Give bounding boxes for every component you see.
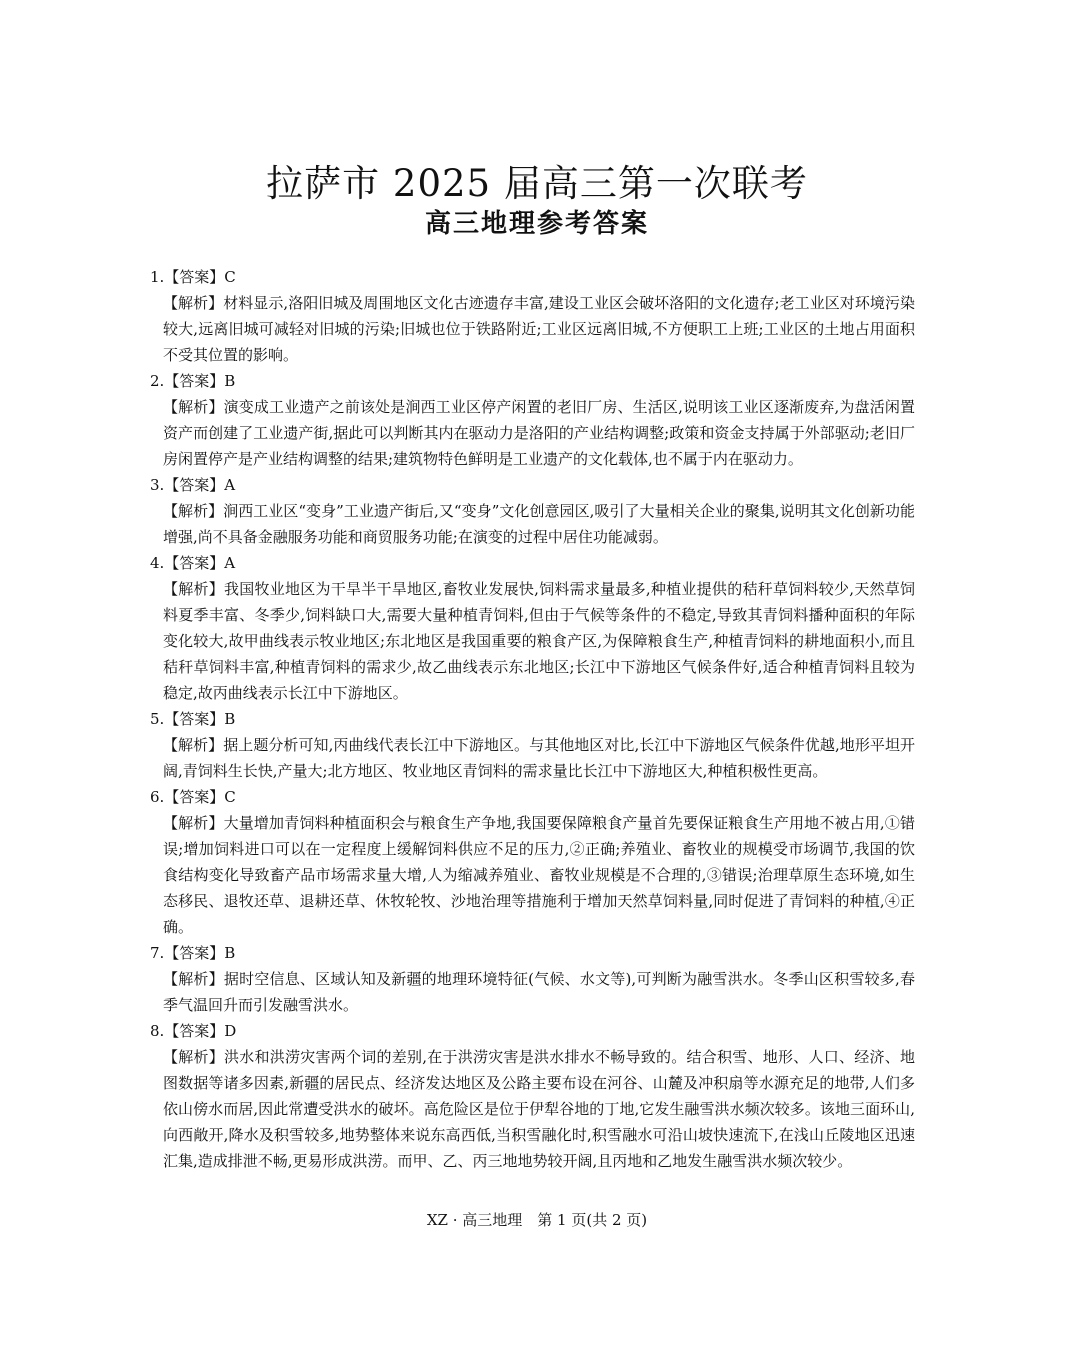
answer-item-8: [150, 1018, 915, 1174]
answer-item-4: [150, 550, 915, 706]
analysis-text: 【解析】大量增加青饲料种植面积会与粮食生产争地,我国要保障粮食产量首先要保证粮食生产用地不被占用,①错误;增加饲料进口可以在一定程度上缓解饲料供应不足的压力,②正确;养殖业、畜牧业的规模受市场调节,我国的饮食结构变化导致畜产品市场需求量大增,人为缩减养殖业、畜牧业规模是不合理的,③错误;治理草原生态环境,如生态移民、退牧还草、退耕还草、休牧轮牧、沙地治理等措施利于增加天然草饲料量,同时促进了青饲料的种植,④正确。: [163, 814, 915, 936]
document-subtitle: 高三地理参考答案: [424, 209, 649, 239]
analysis-text: 【解析】据上题分析可知,丙曲线代表长江中下游地区。与其他地区对比,长江中下游地区气候条件优越,地形平坦开阔,青饲料生长快,产量大;北方地区、牧业地区青饲料的需求量比长江中下游地区大,种植积极性更高。: [163, 736, 915, 780]
answer-item-3: [150, 472, 915, 550]
answer-label: 1.【答案】C: [150, 268, 236, 286]
answer-label: 6.【答案】C: [150, 788, 236, 806]
answer-label: 3.【答案】A: [150, 476, 236, 494]
answer-item-6: [150, 784, 915, 940]
analysis-text: 【解析】我国牧业地区为干旱半干旱地区,畜牧业发展快,饲料需求量最多,种植业提供的秸秆草饲料较少,天然草饲料夏季丰富、冬季少,饲料缺口大,需要大量种植青饲料,但由于气候等条件的不稳定,导致其青饲料播种面积的年际变化较大,故甲曲线表示牧业地区;东北地区是我国重要的粮食产区,为保障粮食生产,种植青饲料的耕地面积小,而且秸秆草饲料丰富,种植青饲料的需求少,故乙曲线表示东北地区;长江中下游地区气候条件好,适合种植青饲料且较为稳定,故丙曲线表示长江中下游地区。: [163, 580, 915, 702]
answer-label: 2.【答案】B: [150, 372, 236, 390]
analysis-text: 【解析】材料显示,洛阳旧城及周围地区文化古迹遗存丰富,建设工业区会破坏洛阳的文化遗存;老工业区对环境污染较大,远离旧城可减轻对旧城的污染;旧城也位于铁路附近;工业区远离旧城,不方便职工上班;工业区的土地占用面积不受其位置的影响。: [163, 294, 915, 364]
answer-label: 5.【答案】B: [150, 710, 236, 728]
page-footer: XZ · 高三地理 第 1 页(共 2 页): [426, 1211, 648, 1229]
answer-item-2: [150, 368, 915, 472]
document-title: 拉萨市 2025 届高三第一次联考: [266, 162, 808, 205]
answer-label: 7.【答案】B: [150, 944, 236, 962]
answer-item-7: [150, 940, 915, 1018]
answer-list: [150, 264, 915, 1174]
answer-label: 4.【答案】A: [150, 554, 236, 572]
answer-label: 8.【答案】D: [150, 1022, 237, 1040]
analysis-text: 【解析】涧西工业区“变身”工业遗产街后,又“变身”文化创意园区,吸引了大量相关企业的聚集,说明其文化创新功能增强,尚不具备金融服务功能和商贸服务功能;在演变的过程中居住功能减弱。: [163, 502, 915, 546]
answer-item-1: [150, 264, 915, 368]
analysis-text: 【解析】据时空信息、区域认知及新疆的地理环境特征(气候、水文等),可判断为融雪洪水。冬季山区积雪较多,春季气温回升而引发融雪洪水。: [163, 970, 915, 1014]
analysis-text: 【解析】洪水和洪涝灾害两个词的差别,在于洪涝灾害是洪水排水不畅导致的。结合积雪、地形、人口、经济、地图数据等诸多因素,新疆的居民点、经济发达地区及公路主要布设在河谷、山麓及冲积扇等水源充足的地带,人们多依山傍水而居,因此常遭受洪水的破坏。高危险区是位于伊犁谷地的丁地,它发生融雪洪水频次较多。该地三面环山,向西敞开,降水及积雪较多,地势整体来说东高西低,当积雪融化时,积雪融水可沿山坡快速流下,在浅山丘陵地区迅速汇集,造成排泄不畅,更易形成洪涝。而甲、乙、丙三地地势较开阔,且丙地和乙地发生融雪洪水频次较少。: [163, 1048, 915, 1170]
answer-item-5: [150, 706, 915, 784]
analysis-text: 【解析】演变成工业遗产之前该处是涧西工业区停产闲置的老旧厂房、生活区,说明该工业区逐渐废弃,为盘活闲置资产而创建了工业遗产街,据此可以判断其内在驱动力是洛阳的产业结构调整;政策和资金支持属于外部驱动;老旧厂房闲置停产是产业结构调整的结果;建筑物特色鲜明是工业遗产的文化载体,也不属于内在驱动力。: [163, 398, 915, 468]
